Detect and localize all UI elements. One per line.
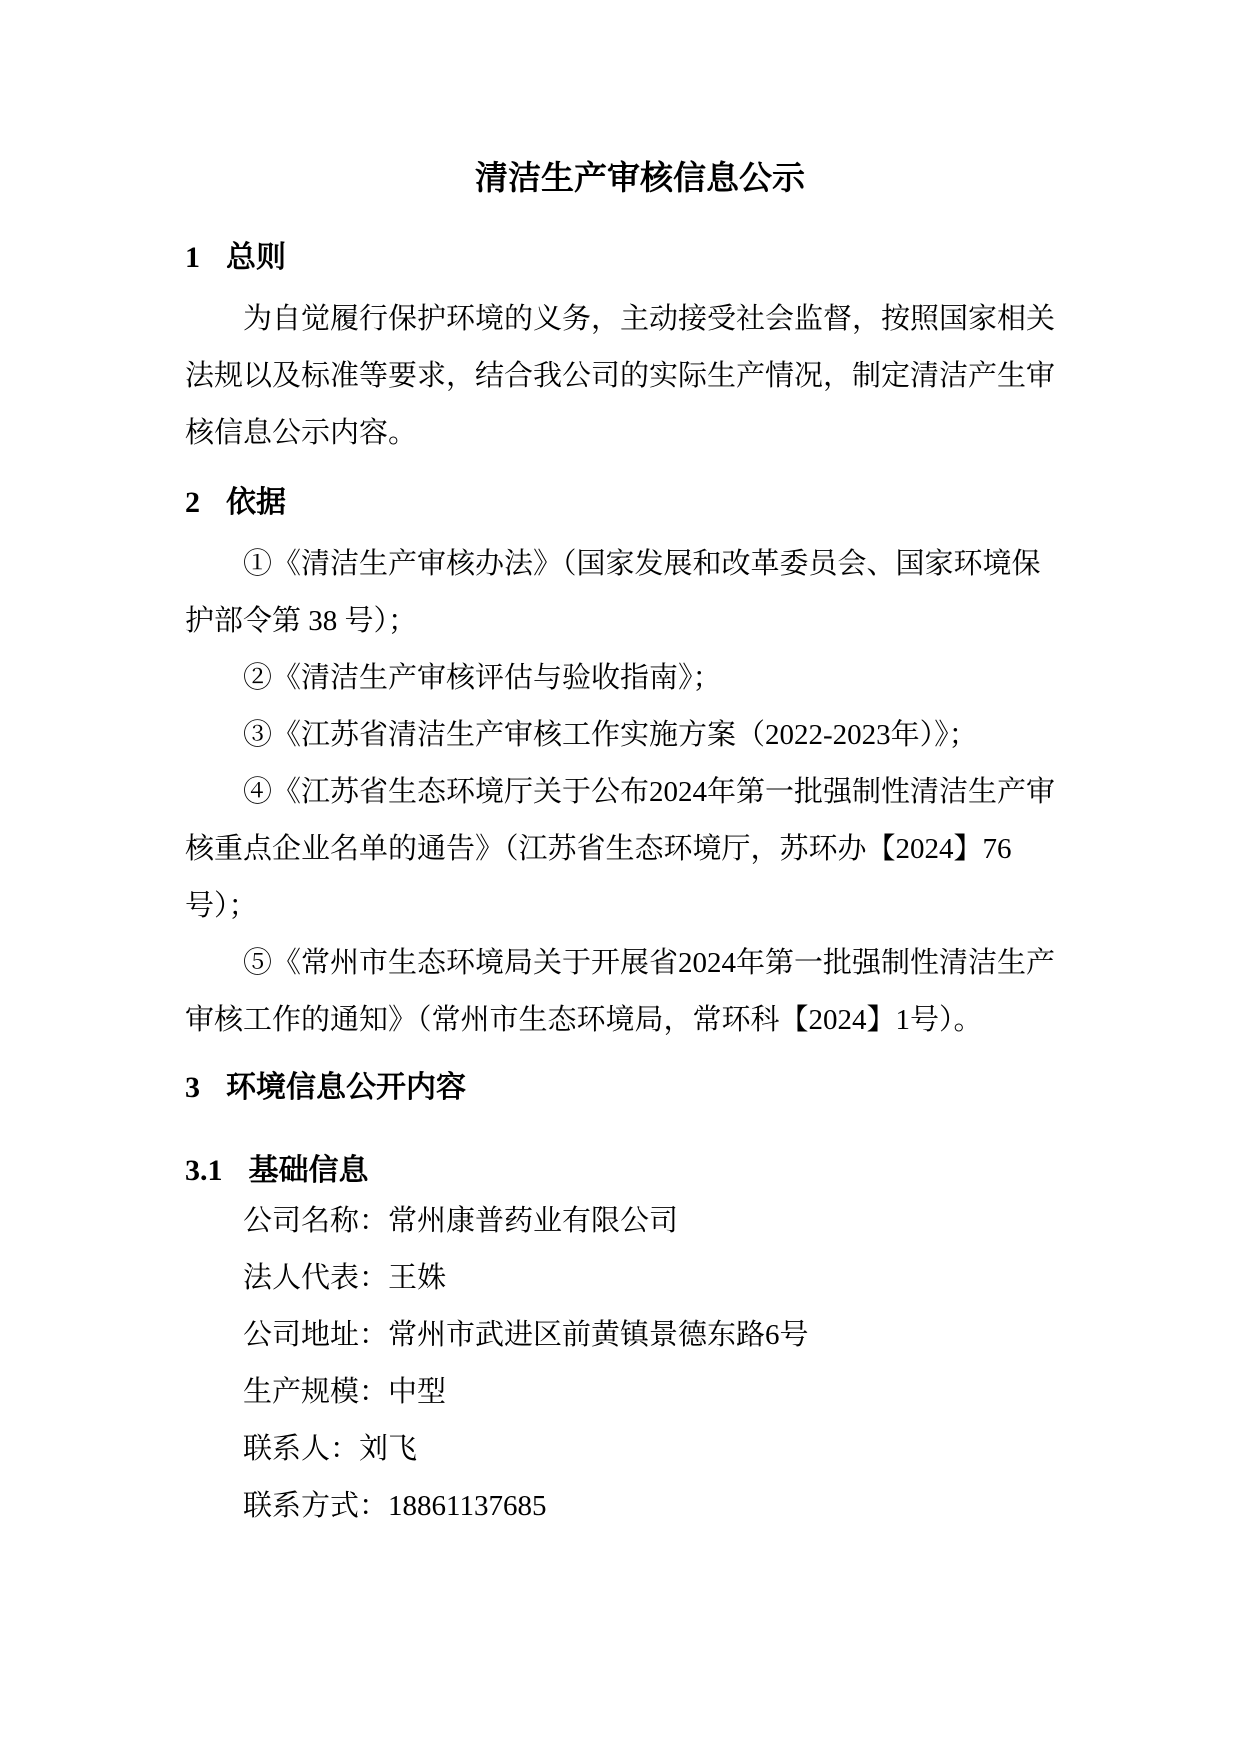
section-1-label: 总则 [226,241,286,274]
field-row-contact-person [185,1421,1055,1478]
reference-line: ②《清洁生产审核评估与验收指南》； [243,662,722,694]
reference-line: ①《清洁生产审核办法》（国家发展和改革委员会、国家环境保 [243,548,1041,580]
basic-info-list [185,1193,1055,1535]
section-3-1-heading [185,1149,1055,1193]
field-row-contact-phone [185,1478,1055,1535]
field-label: 联系方式： [243,1490,389,1522]
section-3-1-label: 基础信息 [248,1154,369,1187]
document-title: 清洁生产审核信息公示 [475,161,805,197]
reference-line: 核重点企业名单的通告》（江苏省生态环境厅，苏环办【2024】76 [185,833,1012,865]
field-value: 王姝 [388,1262,447,1294]
section-1-heading [185,236,1055,280]
field-label: 生产规模： [243,1376,389,1408]
field-row-company-name [185,1193,1055,1250]
reference-line: 审核工作的通知》（常州市生态环境局，常环科【2024】1号）。 [185,1004,983,1036]
field-row-legal-representative [185,1250,1055,1307]
reference-line: ④《江苏省生态环境厅关于公布2024年第一批强制性清洁生产审 [243,776,1056,808]
section-3-number: 3 [185,1071,200,1104]
paragraph-line: 核信息公示内容。 [185,417,418,449]
field-value: 刘飞 [359,1433,418,1465]
field-label: 联系人： [243,1433,360,1465]
section-1-number: 1 [185,241,200,274]
reference-line: ⑤《常州市生态环境局关于开展省2024年第一批强制性清洁生产 [243,947,1056,979]
field-label: 公司地址： [243,1319,389,1351]
paragraph-line: 法规以及标准等要求，结合我公司的实际生产情况，制定清洁产生审 [185,360,1056,392]
field-label: 法人代表： [243,1262,389,1294]
field-row-production-scale [185,1364,1055,1421]
reference-line: 护部令第 38 号）； [185,605,418,637]
field-row-company-address [185,1307,1055,1364]
field-value: 中型 [388,1376,447,1408]
section-3-heading [185,1066,1055,1110]
field-value: 常州市武进区前黄镇景德东路6号 [388,1319,809,1351]
field-label: 公司名称： [243,1205,389,1237]
section-2-label: 依据 [226,486,286,519]
section-1-paragraph [185,291,1055,462]
field-value: 常州康普药业有限公司 [388,1205,679,1237]
section-3-1-number: 3.1 [185,1154,223,1187]
section-2-number: 2 [185,486,200,519]
paragraph-line: 为自觉履行保护环境的义务，主动接受社会监督，按照国家相关 [243,303,1056,335]
section-3-label: 环境信息公开内容 [226,1071,466,1104]
reference-line: ③《江苏省清洁生产审核工作实施方案（2022-2023年）》； [243,719,978,751]
reference-line: 号）； [185,890,258,922]
section-2-heading [185,481,1055,525]
section-2-reference-list [185,536,1055,1049]
field-value: 18861137685 [388,1490,547,1522]
